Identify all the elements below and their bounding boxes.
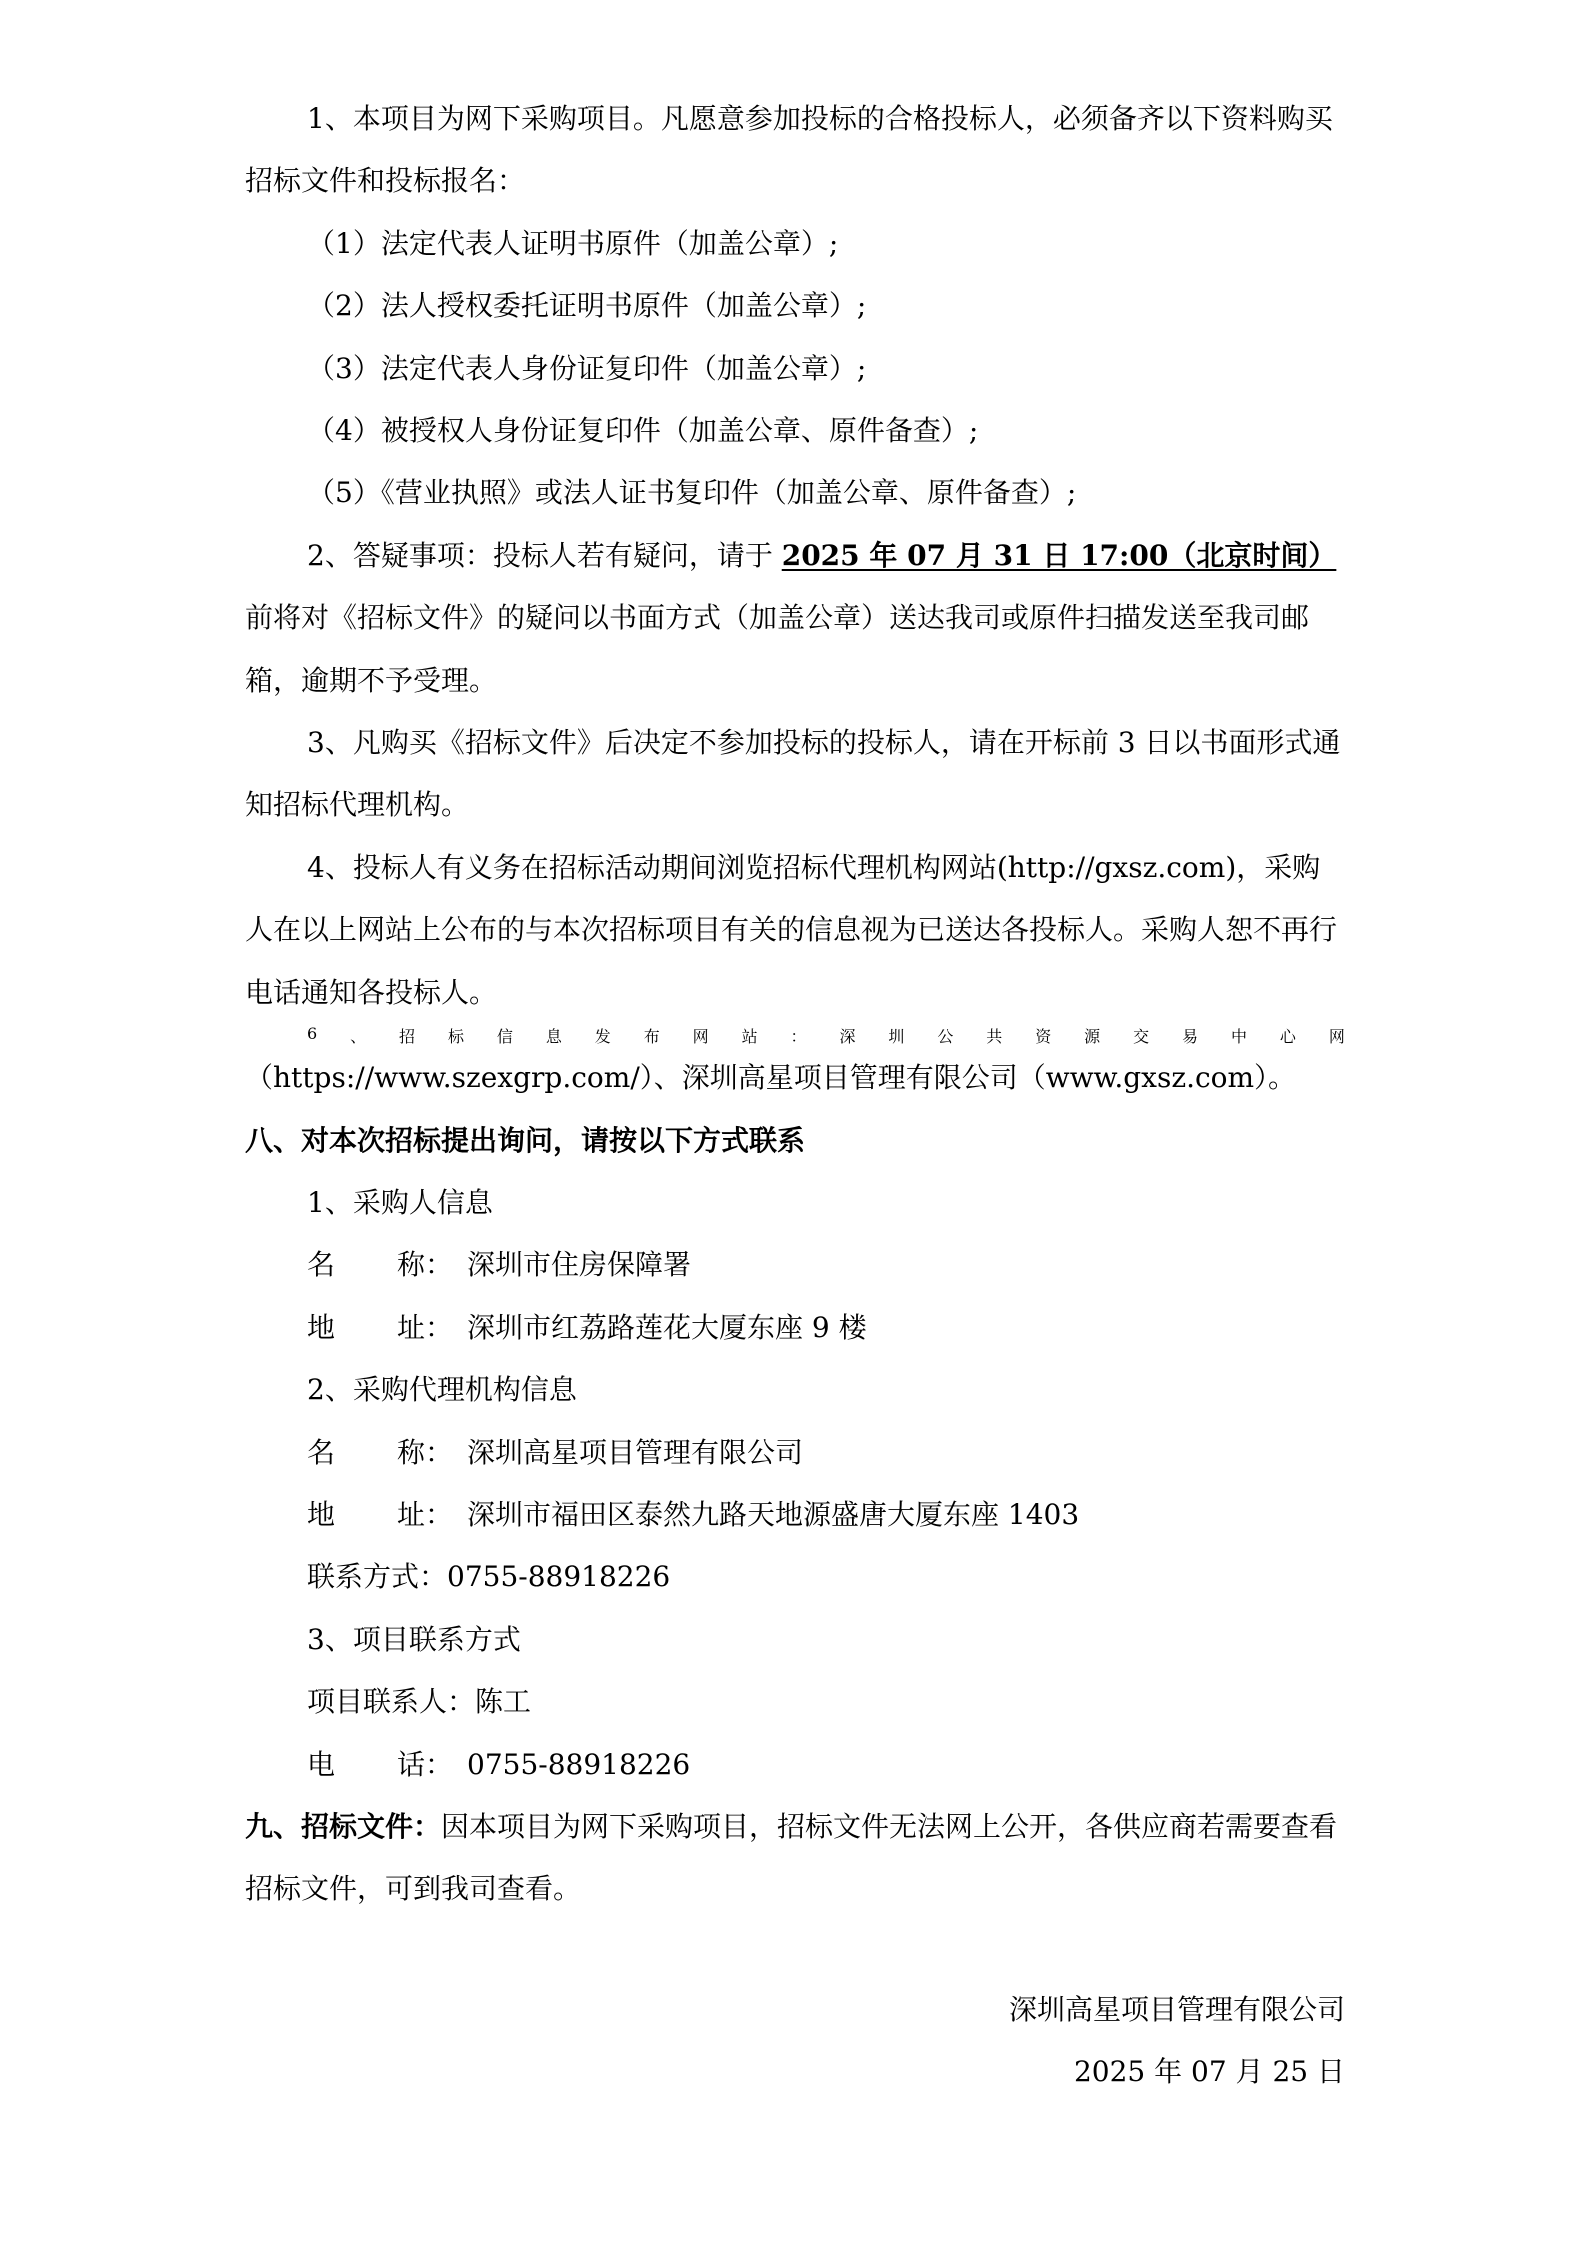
para-6-char: 公 — [937, 1027, 954, 1047]
document-body — [245, 88, 1345, 2104]
para-6-char: ： — [790, 1027, 807, 1047]
label-char: 地 — [307, 1497, 336, 1531]
purchaser-name — [245, 1234, 1345, 1296]
label-char: 称： — [397, 1435, 454, 1469]
para-2-prefix: 2、答疑事项：投标人若有疑问，请于 — [307, 538, 782, 572]
para-6-char: 、 — [350, 1027, 367, 1047]
label-char: 名 — [307, 1248, 336, 1282]
section-9 — [245, 1796, 1345, 1921]
project-contact-person-value: 陈工 — [475, 1685, 532, 1719]
para-1-item-4: （4）被授权人身份证复印件（加盖公章、原件备查）; — [307, 414, 979, 448]
spacer — [245, 1921, 1345, 1979]
project-contact-phone — [245, 1734, 1345, 1796]
para-6-line-1 — [245, 1024, 1345, 1047]
agency-name-label — [307, 1422, 467, 1484]
para-1-item-5: （5）《营业执照》或法人证书复印件（加盖公章、原件备查）; — [307, 476, 1077, 510]
para-6-char: 站 — [741, 1027, 758, 1047]
project-phone-value: 0755-88918226 — [467, 1747, 691, 1781]
para-2 — [245, 525, 1345, 712]
agency-address-value: 深圳市福田区泰然九路天地源盛唐大厦东座 1403 — [467, 1497, 1080, 1531]
para-4: 4、投标人有义务在招标活动期间浏览招标代理机构网站(http://gxsz.com)，采购人在以上网站上公布的与本次招标项目有关的信息视为已送达各投标人。采购人恕不再行电话通知各投标人。 — [245, 850, 1338, 1009]
label-char: 址： — [397, 1310, 454, 1344]
label-char: 名 — [307, 1435, 336, 1469]
para-3: 3、凡购买《招标文件》后决定不参加投标的投标人，请在开标前 3 日以书面形式通知招标代理机构。 — [245, 726, 1341, 822]
para-6-char: 网 — [692, 1027, 709, 1047]
para-6-char: 中 — [1230, 1027, 1247, 1047]
para-1-item-3: （3）法定代表人身份证复印件（加盖公章）; — [307, 351, 867, 385]
para-6-char: 交 — [1133, 1027, 1150, 1047]
label-char: 称： — [397, 1248, 454, 1282]
para-6-char: 共 — [986, 1027, 1003, 1047]
purchaser-address-value: 深圳市红荔路莲花大厦东座 9 楼 — [467, 1310, 867, 1344]
agency-address-label — [307, 1484, 467, 1546]
para-6-char: 发 — [594, 1027, 611, 1047]
agency-contact-value: 0755-88918226 — [447, 1560, 671, 1594]
section-8-heading: 八、对本次招标提出询问，请按以下方式联系 — [245, 1123, 806, 1157]
para-2-suffix: 前将对《招标文件》的疑问以书面方式（加盖公章）送达我司或原件扫描发送至我司邮箱，逾期不予受理。 — [245, 601, 1310, 697]
para-1-item-1: （1）法定代表人证明书原件（加盖公章）; — [307, 226, 839, 260]
para-6-char: 心 — [1279, 1027, 1296, 1047]
section-9-text: 因本项目为网下采购项目，招标文件无法网上公开，各供应商若需要查看招标文件，可到我司查看。 — [245, 1809, 1338, 1906]
para-2-deadline: 2025 年 07 月 31 日 17:00（北京时间） — [781, 538, 1337, 572]
purchaser-address-label — [307, 1297, 467, 1359]
para-6-char: 布 — [643, 1027, 660, 1047]
para-6-char: 6 — [307, 1024, 318, 1044]
para-6-char: 网 — [1328, 1027, 1345, 1047]
label-char: 话： — [397, 1747, 454, 1781]
label-char: 地 — [307, 1310, 336, 1344]
para-6-line-2: （https://www.szexgrp.com/）、深圳高星项目管理有限公司（www.gxsz.com）。 — [245, 1061, 1297, 1095]
signature-date: 2025 年 07 月 25 日 — [1073, 2055, 1345, 2089]
agency-contact-label: 联系方式： — [307, 1560, 448, 1594]
purchaser-name-value: 深圳市住房保障署 — [467, 1248, 692, 1282]
para-6-char: 易 — [1182, 1027, 1199, 1047]
agency-name-value: 深圳高星项目管理有限公司 — [467, 1435, 804, 1469]
para-6-char: 深 — [839, 1027, 856, 1047]
agency-name — [245, 1422, 1345, 1484]
purchaser-address — [245, 1297, 1345, 1359]
para-6-char: 资 — [1035, 1027, 1052, 1047]
para-1-item-2: （2）法人授权委托证明书原件（加盖公章）; — [307, 289, 867, 323]
section-9-heading: 九、招标文件： — [245, 1809, 442, 1843]
para-6-char: 招 — [399, 1027, 416, 1047]
para-6-char: 源 — [1084, 1027, 1101, 1047]
agency-address — [245, 1484, 1345, 1546]
agency-title: 2、采购代理机构信息 — [307, 1373, 577, 1407]
para-6-char: 标 — [447, 1027, 464, 1047]
project-contact-title: 3、项目联系方式 — [307, 1622, 521, 1656]
label-char: 址： — [397, 1497, 454, 1531]
purchaser-name-label — [307, 1234, 467, 1296]
label-char: 电 — [307, 1747, 336, 1781]
para-6-char: 信 — [496, 1027, 513, 1047]
purchaser-title: 1、采购人信息 — [307, 1185, 493, 1219]
para-6-char: 息 — [545, 1027, 562, 1047]
para-1: 1、本项目为网下采购项目。凡愿意参加投标的合格投标人，必须备齐以下资料购买招标文件和投标报名： — [245, 102, 1333, 198]
signature-company: 深圳高星项目管理有限公司 — [1008, 1992, 1345, 2026]
agency-contact — [245, 1546, 1345, 1608]
para-6-char: 圳 — [888, 1027, 905, 1047]
project-contact-person-label: 项目联系人： — [307, 1685, 476, 1719]
project-contact-person — [245, 1671, 1345, 1733]
project-phone-label — [307, 1734, 467, 1796]
